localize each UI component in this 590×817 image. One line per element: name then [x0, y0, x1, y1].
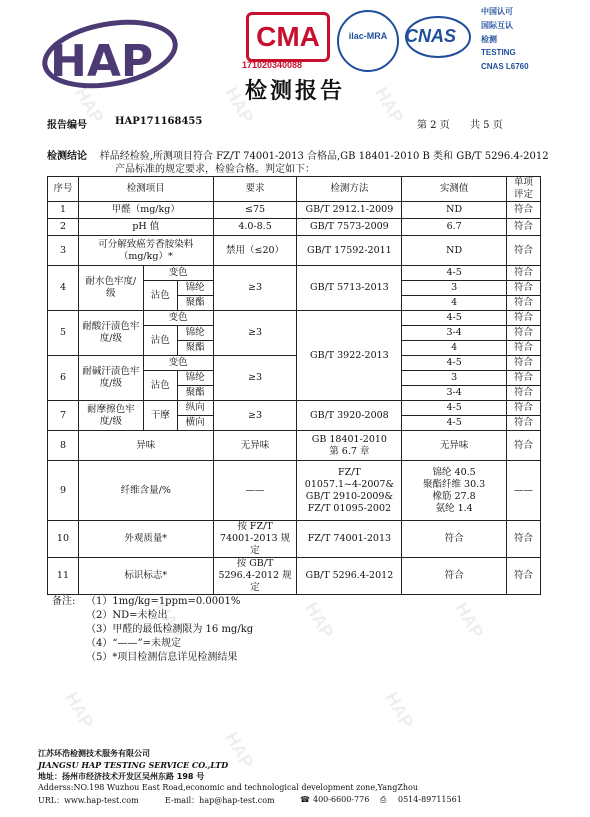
report-number: HAP171168455: [115, 116, 203, 127]
phone-icon: ☎: [300, 795, 310, 804]
results-table: [47, 176, 541, 595]
table-row: [48, 431, 541, 461]
cnas-side-3: 检测: [481, 35, 497, 44]
method-line: GB 18401-2010: [311, 433, 387, 445]
cell-value: 4-5: [402, 416, 507, 431]
method-line: GB/T 2910-2009&: [305, 490, 393, 502]
table-row: [48, 401, 541, 416]
cell-judge: 符合: [506, 296, 540, 311]
cnas-side-5: CNAS L6760: [481, 62, 529, 71]
cell-no: 9: [48, 461, 79, 521]
table-row: [48, 461, 541, 521]
method-line: FZ/T: [338, 466, 361, 478]
header-method: 检测方法: [297, 177, 402, 202]
page-title: 检测报告: [244, 79, 345, 104]
header-no: 序号: [48, 177, 79, 202]
header-req: 要求: [213, 177, 297, 202]
cell-item: 纤维含量/%: [78, 461, 213, 521]
cell-method: GB/T 17592-2011: [297, 236, 402, 266]
cell-req: ——: [213, 461, 297, 521]
cell-item: 标识标志*: [78, 558, 213, 595]
note-item: （1）1mg/kg=1ppm=0.0001%: [86, 596, 241, 607]
cell-judge: 符合: [506, 521, 540, 558]
req-line: 5296.4-2012 规定: [218, 570, 292, 593]
cell-sub: 沾色: [143, 371, 177, 401]
cell-req: ≥3: [213, 266, 297, 311]
watermark: HAP: [451, 598, 488, 642]
cell-value: 3: [402, 281, 507, 296]
cell-no: 6: [48, 356, 79, 401]
header-item: 检测项目: [78, 177, 213, 202]
brand-text: HAP: [50, 36, 154, 87]
cell-value: 3-4: [402, 386, 507, 401]
cell-judge: 符合: [506, 356, 540, 371]
report-number-label: 报告编号: [47, 120, 87, 131]
cell-sub: 干摩: [143, 401, 177, 431]
footer-address-cn: 地址：扬州市经济技术开发区吴州东路 198 号: [38, 772, 205, 781]
cell-judge: 符合: [506, 386, 540, 401]
cell-item: 耐酸汗渍色牢度/级: [78, 311, 143, 356]
conclusion-label: 检测结论: [47, 151, 87, 162]
value-line: 锦纶 40.5: [432, 466, 476, 478]
footer-company-en: JIANGSU HAP TESTING SERVICE CO.,LTD: [38, 760, 229, 770]
cell-no: 8: [48, 431, 79, 461]
page-number: 第 2 页: [417, 120, 450, 131]
footer-address-en: Adderss:NO.198 Wuzhou East Road,economic and technological development zone,YangZhou: [38, 783, 418, 792]
cell-method: GB/T 7573-2009: [297, 219, 402, 236]
method-line: 01057.1~4-2007&: [304, 478, 394, 490]
cell-value: 4-5: [402, 311, 507, 326]
table-header-row: [48, 177, 541, 202]
cma-logo: CMA: [246, 12, 330, 62]
cell-item: 异味: [78, 431, 213, 461]
cell-value: 3: [402, 371, 507, 386]
cell-no: 1: [48, 202, 79, 219]
req-line: 按 FZ/T: [237, 521, 273, 532]
cell-req: [213, 521, 297, 558]
req-line: 按 GB/T: [236, 558, 274, 569]
note-item: （3）甲醛的最低检测限为 16 mg/kg: [86, 624, 254, 635]
cell-no: 11: [48, 558, 79, 595]
cell-req: [213, 558, 297, 595]
note-item: （4）“——”=未规定: [86, 638, 181, 649]
cell-value: [402, 461, 507, 521]
cell-judge: 符合: [506, 416, 540, 431]
cell-judge: 符合: [506, 401, 540, 416]
table-row: [48, 558, 541, 595]
cell-fiber: 聚酯: [177, 296, 213, 311]
cell-fiber: 锦纶: [177, 371, 213, 386]
table-row: [48, 219, 541, 236]
watermark: HAP: [371, 83, 408, 127]
cell-judge: 符合: [506, 431, 540, 461]
footer-email: E-mail：hap@hap-test.com: [165, 796, 275, 805]
cell-no: 2: [48, 219, 79, 236]
cell-req: ≥3: [213, 356, 297, 401]
cell-sub: 沾色: [143, 326, 177, 356]
cell-judge: 符合: [506, 219, 540, 236]
cell-value: 无异味: [402, 431, 507, 461]
cell-value: 4-5: [402, 356, 507, 371]
cell-value: 符合: [402, 521, 507, 558]
footer-company-cn: 江苏环浩检测技术服务有限公司: [38, 749, 150, 758]
header-judge: 单项 评定: [506, 177, 540, 202]
value-line: 橡筋 27.8: [432, 490, 476, 502]
footer-fax: 0514-89711561: [398, 795, 462, 804]
cell-value: 4: [402, 296, 507, 311]
watermark: HAP: [221, 728, 258, 772]
watermark: HAP: [61, 688, 98, 732]
page-total: 共 5 页: [470, 120, 503, 131]
cell-no: 7: [48, 401, 79, 431]
header-value: 实测值: [402, 177, 507, 202]
cell-value: 符合: [402, 558, 507, 595]
watermark: HAP: [381, 688, 418, 732]
cell-judge: ——: [506, 461, 540, 521]
cell-judge: 符合: [506, 202, 540, 219]
cell-method: GB/T 5296.4-2012: [297, 558, 402, 595]
cell-value: 4: [402, 341, 507, 356]
cell-item: pH 值: [78, 219, 213, 236]
cell-method: FZ/T 74001-2013: [297, 521, 402, 558]
cell-method: [297, 461, 402, 521]
cnas-side-2: 国际互认: [481, 21, 513, 30]
cell-fiber: 锦纶: [177, 326, 213, 341]
cell-item: 可分解致癌芳香胺染料（mg/kg）*: [78, 236, 213, 266]
cell-direction: 纵向: [177, 401, 213, 416]
cma-number: 171020340088: [242, 60, 303, 70]
cell-req: ≤75: [213, 202, 297, 219]
cell-req: 无异味: [213, 431, 297, 461]
conclusion-text-1: 样品经检验,所测项目符合 FZ/T 74001-2013 合格品,GB 18401-2010 B 类和 GB/T 5296.4-2012: [99, 151, 549, 162]
cell-judge: 符合: [506, 266, 540, 281]
cell-req: ≥3: [213, 311, 297, 356]
cell-judge: 符合: [506, 341, 540, 356]
watermark: HAP: [221, 83, 258, 127]
fax-icon: ⎙: [380, 795, 387, 804]
ilac-label: ilac-MRA: [348, 31, 388, 41]
cell-direction: 横向: [177, 416, 213, 431]
cell-method: GB/T 3920-2008: [297, 401, 402, 431]
cell-value: ND: [402, 236, 507, 266]
cell-no: 3: [48, 236, 79, 266]
table-row: [48, 236, 541, 266]
cell-req: ≥3: [213, 401, 297, 431]
method-line: 第 6.7 章: [329, 445, 370, 457]
note-item: （2）ND=未检出: [86, 610, 168, 621]
cell-judge: 符合: [506, 558, 540, 595]
cell-value: 4-5: [402, 401, 507, 416]
cell-req: 禁用（≤20）: [213, 236, 297, 266]
cell-req: 4.0-8.5: [213, 219, 297, 236]
cell-value: ND: [402, 202, 507, 219]
table-row: [48, 266, 541, 281]
cell-method: GB/T 5713-2013: [297, 266, 402, 311]
req-line: 74001-2013 规定: [219, 533, 291, 556]
cell-item: 耐碱汗渍色牢度/级: [78, 356, 143, 401]
cnas-side-4: TESTING: [481, 48, 516, 57]
cell-method: GB/T 2912.1-2009: [297, 202, 402, 219]
cell-judge: 符合: [506, 236, 540, 266]
notes-label: 备注:: [52, 596, 76, 607]
footer-url: URL：www.hap-test.com: [38, 796, 139, 805]
value-line: 氨纶 1.4: [435, 502, 473, 514]
cell-sub: 变色: [143, 356, 213, 371]
cell-item: 甲醛（mg/kg）: [78, 202, 213, 219]
watermark: HAP: [301, 598, 338, 642]
cell-judge: 符合: [506, 371, 540, 386]
footer-phone: 400-6600-776: [313, 795, 370, 804]
cell-judge: 符合: [506, 311, 540, 326]
cell-sub: 变色: [143, 311, 213, 326]
conclusion-text-2: 产品标准的规定要求，检验合格。判定如下：: [115, 164, 315, 175]
cell-item: 耐摩擦色牢度/级: [78, 401, 143, 431]
cell-value: 6.7: [402, 219, 507, 236]
value-line: 聚酯纤维 30.3: [423, 478, 486, 490]
note-item: （5）*项目检测信息详见检测结果: [86, 652, 238, 663]
cell-method: GB/T 3922-2013: [297, 311, 402, 401]
cell-judge: 符合: [506, 281, 540, 296]
cell-fiber: 聚酯: [177, 341, 213, 356]
cell-item: 耐水色牢度/级: [78, 266, 143, 311]
cell-value: 4-5: [402, 266, 507, 281]
cnas-label: CNAS: [405, 26, 457, 46]
cell-no: 4: [48, 266, 79, 311]
ilac-logo: [337, 10, 399, 72]
cell-value: 3-4: [402, 326, 507, 341]
cell-item: 外观质量*: [78, 521, 213, 558]
cell-no: 5: [48, 311, 79, 356]
cell-fiber: 锦纶: [177, 281, 213, 296]
watermark: HAP: [71, 83, 108, 127]
method-line: FZ/T 01095-2002: [307, 502, 392, 514]
cell-judge: 符合: [506, 326, 540, 341]
table-row: [48, 311, 541, 326]
table-row: [48, 202, 541, 219]
notes: [52, 595, 253, 665]
conclusion: [47, 150, 549, 176]
cell-sub: 变色: [143, 266, 213, 281]
cell-method: [297, 431, 402, 461]
table-row: [48, 356, 541, 371]
table-row: [48, 521, 541, 558]
cell-fiber: 聚酯: [177, 386, 213, 401]
watermark: HAP: [151, 598, 188, 642]
cell-no: 10: [48, 521, 79, 558]
cnas-side-1: 中国认可: [481, 7, 513, 16]
cell-sub: 沾色: [143, 281, 177, 311]
